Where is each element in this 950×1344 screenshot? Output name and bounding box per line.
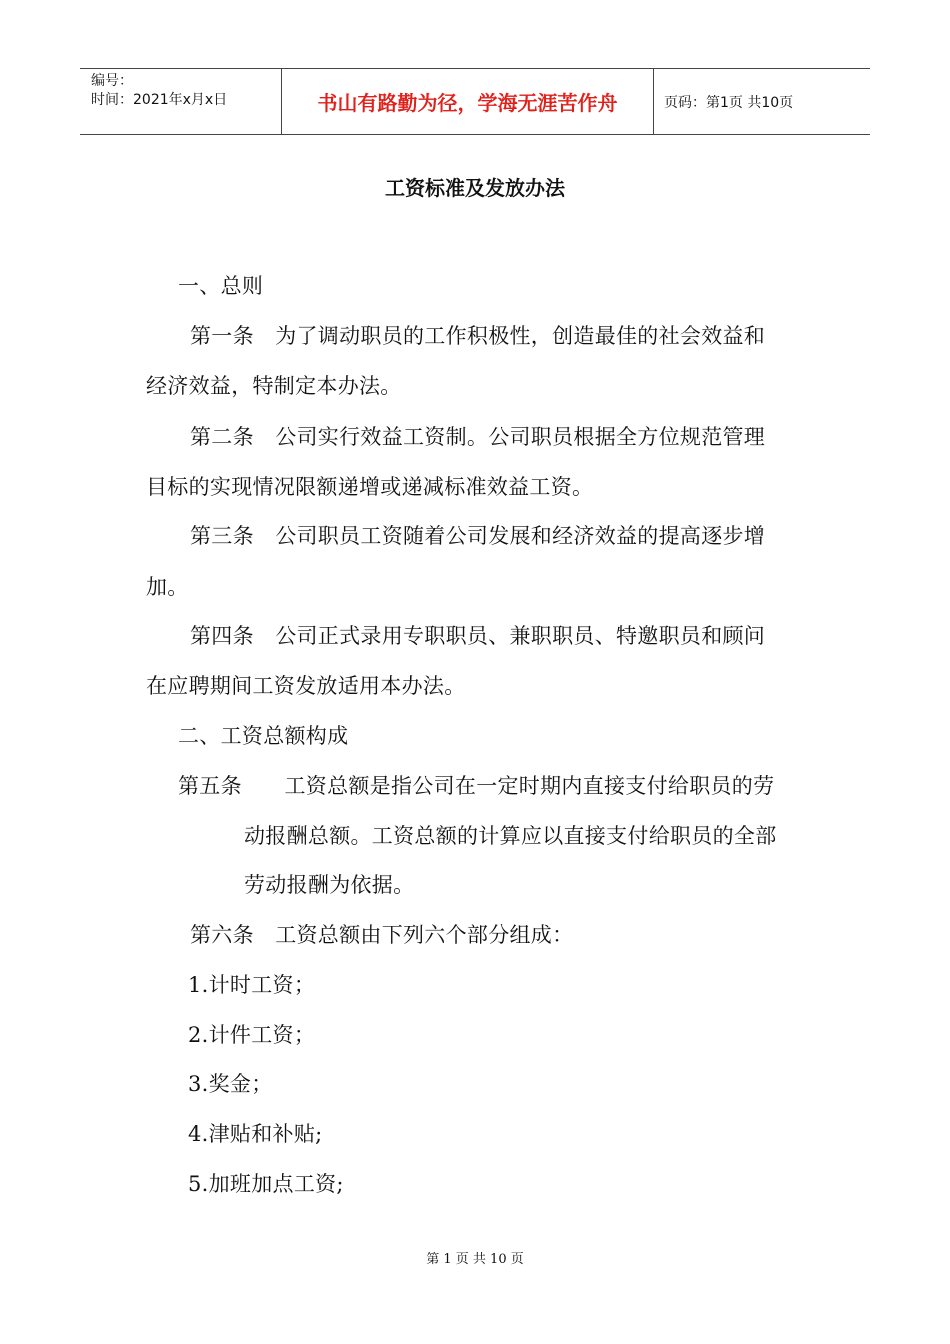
list-item: 5.加班加点工资; [188,1172,344,1196]
paragraph-line: 劳动报酬为依据。 [244,873,415,897]
paragraph-line: 动报酬总额。工资总额的计算应以直接支付给职员的全部 [244,824,777,848]
paragraph-line: 第六条 工资总额由下列六个部分组成： [190,923,574,947]
paragraph-line: 第二条 公司实行效益工资制。公司职员根据全方位规范管理 [190,425,766,449]
time-label: 时间：2021年x月x日 [91,92,228,108]
list-item: 3.奖金； [188,1072,273,1096]
header-motto: 书山有路勤为径，学海无涯苦作舟 [282,69,654,134]
section-heading: 二、工资总额构成 [178,724,349,748]
list-item: 2.计件工资； [188,1023,316,1047]
section-heading: 一、总则 [178,274,264,298]
paragraph-line: 第一条 为了调动职员的工作积极性，创造最佳的社会效益和 [190,324,766,348]
code-label: 编号： [91,73,133,89]
paragraph-line: 经济效益，特制定本办法。 [146,374,402,398]
page-header [80,68,870,135]
header-page-info: 页码：第1页 共10页 [664,94,794,111]
paragraph-line: 第五条 工资总额是指公司在一定时期内直接支付给职员的劳 [178,774,775,798]
list-item: 4.津贴和补贴; [188,1122,323,1146]
header-meta [80,69,282,134]
paragraph-line: 目标的实现情况限额递增或递减标准效益工资。 [146,475,594,499]
paragraph-line: 在应聘期间工资发放适用本办法。 [146,674,466,698]
paragraph-line: 第三条 公司职员工资随着公司发展和经济效益的提高逐步增 [190,524,766,548]
list-item: 1.计时工资； [188,973,316,997]
page-footer: 第 1 页 共 10 页 [426,1252,524,1267]
paragraph-line: 加。 [146,575,189,599]
document-title: 工资标准及发放办法 [385,176,565,200]
paragraph-line: 第四条 公司正式录用专职职员、兼职职员、特邀职员和顾问 [190,624,766,648]
